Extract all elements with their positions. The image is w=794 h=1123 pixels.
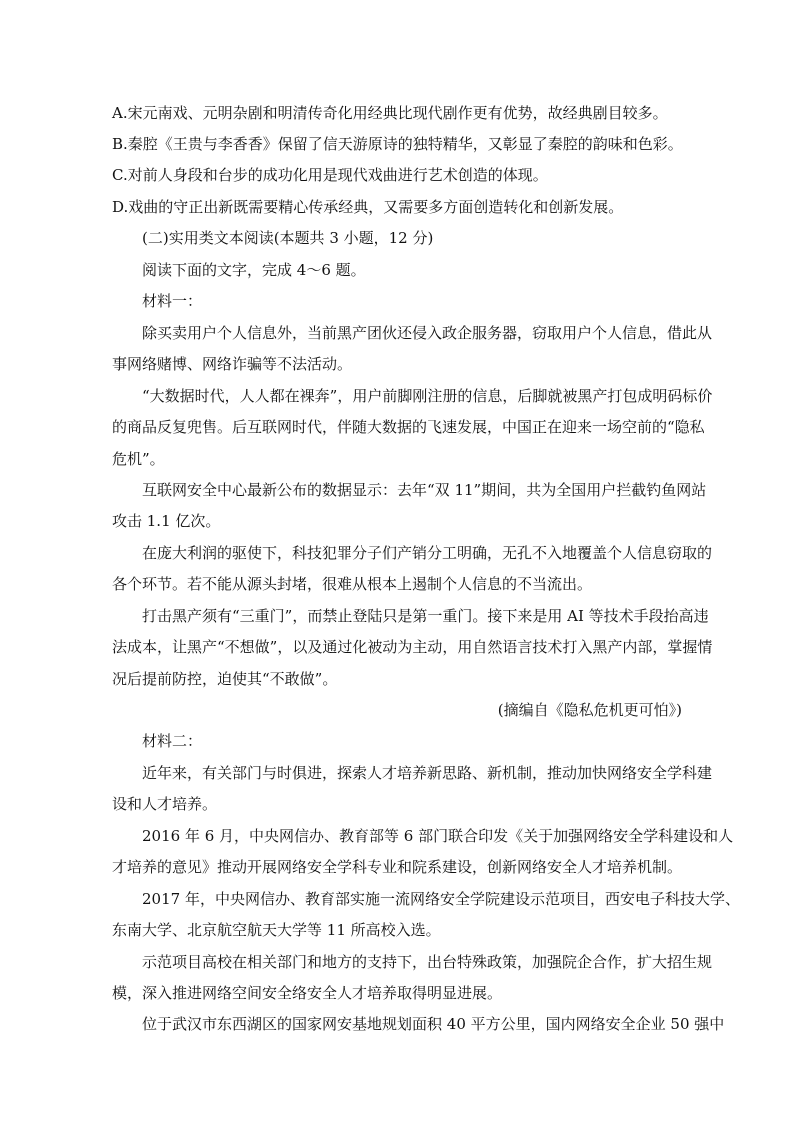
material1-line: 在庞大利润的驱使下，科技犯罪分子们产销分工明确，无孔不入地覆盖个人信息窃取的: [142, 544, 713, 562]
material1-source: (摘编自《隐私危机更可怕》): [497, 701, 682, 719]
material1-line: 法成本，让黑产“不想做”，以及通过化被动为主动，用自然语言技术打入黑产内部，掌握情: [112, 638, 713, 656]
material1-line: “大数据时代，人人都在裸奔”，用户前脚刚注册的信息，后脚就被黑产打包成明码标价: [142, 387, 713, 405]
material2-line: 示范项目高校在相关部门和地方的支持下，出台特殊政策，加强院企合作，扩大招生规: [142, 953, 713, 971]
option-d: D.戏曲的守正出新既需要精心传承经典，又需要多方面创造转化和创新发展。: [112, 198, 624, 216]
material1-line: 事网络赌博、网络诈骗等不法活动。: [112, 355, 353, 373]
material2-line: 位于武汉市东西湖区的国家网安基地规划面积 40 平方公里，国内网络安全企业 50 强中: [142, 1015, 725, 1033]
material2-heading: 材料二：: [142, 732, 203, 750]
material2-line: 近年来，有关部门与时俱进，探索人才培养新思路、新机制，推动加快网络安全学科建: [142, 764, 713, 782]
material1-line: 的商品反复兜售。后互联网时代，伴随大数据的飞速发展，中国正在迎来一场空前的“隐私: [112, 418, 705, 436]
option-c: C.对前人身段和台步的成功化用是现代戏曲进行艺术创造的体现。: [112, 166, 548, 184]
section-title: (二)实用类文本阅读(本题共 3 小题，12 分): [142, 229, 434, 247]
material1-heading: 材料一：: [142, 292, 203, 310]
material1-line: 除买卖用户个人信息外，当前黑产团伙还侵入政企服务器，窃取用户个人信息，借此从: [142, 324, 713, 342]
material2-line: 才培养的意见》推动开展网络安全学科专业和院系建设，创新网络安全人才培养机制。: [112, 858, 683, 876]
material1-line: 况后提前防控，迫使其“不敢做”。: [112, 670, 338, 688]
material2-line: 模，深入推进网络空间安全络安全人才培养取得明显进展。: [112, 984, 503, 1002]
option-b: B.秦腔《王贵与李香香》保留了信天游原诗的独特精华，又彰显了秦腔的韵味和色彩。: [112, 135, 683, 153]
instruction: 阅读下面的文字，完成 4～6 题。: [142, 261, 366, 279]
material2-line: 设和人才培养。: [112, 795, 218, 813]
material2-line: 东南大学、北京航空航天大学等 11 所高校入选。: [112, 921, 441, 939]
material1-line: 各个环节。若不能从源头封堵，很难从根本上遏制个人信息的不当流出。: [112, 575, 593, 593]
material1-line: 打击黑产须有“三重门”，而禁止登陆只是第一重门。接下来是用 AI 等技术手段抬高违: [142, 607, 709, 625]
material1-line: 互联网安全中心最新公布的数据显示：去年“双 11”期间，共为全国用户拦截钓鱼网站: [142, 481, 707, 499]
material2-line: 2016 年 6 月，中央网信办、教育部等 6 部门联合印发《关于加强网络安全学科建设和人: [142, 827, 734, 845]
material2-line: 2017 年，中央网信办、教育部实施一流网络安全学院建设示范项目，西安电子科技大学、: [142, 890, 740, 908]
material1-line: 危机”。: [112, 450, 165, 468]
material1-line: 攻击 1.1 亿次。: [112, 512, 221, 530]
option-a: A.宋元南戏、元明杂剧和明清传奇化用经典比现代剧作更有优势，故经典剧目较多。: [112, 104, 668, 122]
